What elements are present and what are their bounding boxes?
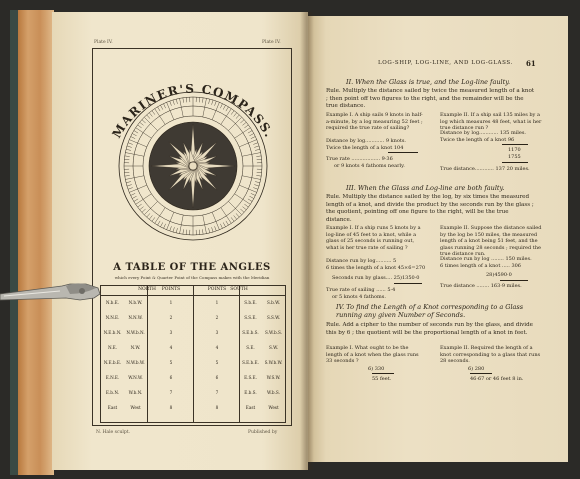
table-cell: N.E. — [107, 345, 118, 350]
book-gutter — [300, 12, 314, 470]
table-cell: S.W.b.S. — [264, 330, 282, 335]
section-4-rule: Rule. Add a cipher to the number of seconds run by the glass, and divide this by 6 ; the quotient will be the proportional length of a knot in feet. — [326, 322, 533, 336]
header-points-right: POINTS — [207, 287, 227, 292]
table-cell: N.W. — [130, 345, 141, 350]
s2e2-line-3: 1170 — [508, 147, 521, 153]
s2e1-line-4: or 9 knots 4 fathoms nearly. — [334, 163, 405, 169]
table-cell: S.b.W. — [267, 300, 280, 305]
table-cell: N.N.W. — [128, 315, 143, 320]
section-4-example-2: Example II. Required the length of a knot corresponding to a glass that runs 28 seconds. — [440, 345, 541, 364]
s2e1-line-1: Distance by log............ 9 knots. — [326, 138, 407, 144]
table-cell: West — [268, 405, 279, 410]
table-cell: N.E.b.N. — [103, 330, 122, 335]
s3e1-line-2: 6 times the length of a knot 45×6=270 — [326, 265, 426, 271]
table-cell: W.b.S. — [267, 390, 280, 395]
table-cell: S.W.b.W. — [264, 360, 283, 365]
table-cell: 8 — [169, 405, 173, 410]
table-cell: N.W.b.W. — [126, 360, 145, 365]
s2e2-line-4: 1755 — [508, 154, 521, 160]
table-cell: N.b.E. — [105, 300, 120, 305]
table-cell: E.b.S. — [244, 390, 257, 395]
table-cell: S.W. — [269, 345, 278, 350]
section-2-example-1: Example I. A ship sails 9 knots in half-a-minute, by a log measuring 52 feet ; required the true rate of sailing? — [326, 112, 423, 131]
s2e1-line-3: True rate .................. 9·36 — [326, 156, 393, 162]
table-cell: E.N.E. — [105, 375, 120, 380]
angles-table-subtitle: which every Point & Quarter Point of the Compass makes with the Meridian — [114, 275, 270, 280]
table-cell: W.b.N. — [128, 390, 143, 395]
table-cell: 3 — [169, 330, 173, 335]
table-cell: S.S.E. — [244, 315, 257, 320]
s2e2-line-5: True distance............ 137 20 miles. — [440, 166, 530, 172]
table-cell: 5 — [215, 360, 219, 365]
table-cell: 1 — [215, 300, 219, 305]
running-head: LOG-SHIP, LOG-LINE, AND LOG-GLASS. — [378, 60, 513, 66]
section-2-example-2: Example II. If a ship sail 135 miles by a log which measures 48 feet, what is her true distance run ? — [440, 112, 542, 131]
s4e2-line-1: 6) 280 — [468, 366, 485, 372]
table-cell: 3 — [215, 330, 219, 335]
s3e1-line-4: True rate of sailing ...... 5·4 — [326, 287, 396, 293]
section-2-rule: Rule. Multiply the distance sailed by twice the measured length of a knot ; then point off two figures to the right, and the remainder will be the true distance. — [326, 88, 535, 109]
s3e2-line-1: Distance run by log ........ 150 miles. — [440, 256, 532, 262]
section-4-title: IV. To find the Length of a Knot corresponding to a Glass running any given Number of Seconds. — [336, 303, 524, 319]
section-3-title: III. When the Glass and Log-line are both faulty. — [346, 184, 505, 192]
table-cell: 7 — [215, 390, 219, 395]
angles-table-title: A TABLE OF THE ANGLES — [113, 262, 271, 273]
table-cell: E.b.N. — [105, 390, 120, 395]
table-cell: N.b.W. — [128, 300, 143, 305]
s4e2-line-2: 46·67 or 46 feet 8 in. — [470, 376, 524, 382]
table-cell: 4 — [169, 345, 173, 350]
table-cell: 1 — [169, 300, 173, 305]
table-cell: 4 — [215, 345, 219, 350]
table-cell: S.b.E. — [244, 300, 257, 305]
s3e2-line-3: 28)4590·0 — [486, 272, 512, 278]
compass-rose-figure — [98, 50, 288, 258]
plate-label-right: Plate IV. — [262, 40, 281, 45]
header-south: SOUTH — [230, 287, 248, 292]
table-cell: 5 — [169, 360, 173, 365]
s3e1-line-1: Distance run by log.......... 5 — [326, 258, 397, 264]
book-page-edges — [10, 10, 54, 475]
s3e1-line-3: Seconds run by glass.... 25)1350·0 — [332, 275, 420, 281]
section-3-example-2: Example II. Suppose the distance sailed by the log be 150 miles, the measured length of a knot being 51 feet, and the glass running 28 seconds ; required the true distance run. — [440, 225, 542, 257]
section-4-example-1: Example I. What ought to be the length of a knot when the glass runs 33 seconds ? — [326, 345, 419, 364]
s2e2-line-1: Distance by log............ 135 miles. — [440, 130, 527, 136]
silver-letter-opener — [0, 274, 104, 310]
engraver-credit: N. Hale sculpt. — [96, 430, 130, 435]
table-cell: 2 — [215, 315, 219, 320]
section-3-rule: Rule. Multiply the distance sailed by the log, by six times the measured length of a knot, and divide the product by the seconds run by the glass ; the quotient, pointing off one figure to the right, will be the true distance. — [326, 194, 534, 223]
table-cell: East — [107, 405, 118, 410]
table-cell: N.W.b.N. — [126, 330, 145, 335]
table-cell: 6 — [169, 375, 173, 380]
table-cell: S.E.b.S. — [242, 330, 259, 335]
table-cell: East — [245, 405, 256, 410]
table-cell: S.E.b.E. — [242, 360, 259, 365]
plate-label-left: Plate IV. — [94, 40, 113, 45]
table-cell: 6 — [215, 375, 219, 380]
section-2-title: II. When the Glass is true, and the Log-line faulty. — [346, 78, 511, 86]
s3e1-line-5: or 5 knots 4 fathoms. — [332, 294, 386, 300]
table-cell: N.E.b.E. — [103, 360, 122, 365]
table-cell: S.E. — [246, 345, 255, 350]
s2e1-line-2: Twice the length of a knot 104 — [326, 145, 404, 151]
table-cell: W.N.W. — [128, 375, 143, 380]
header-points-left: POINTS — [161, 287, 181, 292]
header-north: NORTH — [138, 287, 156, 292]
s3e2-line-4: True distance ........ 163·9 miles. — [440, 283, 522, 289]
table-cell: W.S.W. — [266, 375, 281, 380]
table-cell: N.N.E. — [105, 315, 120, 320]
table-cell: 7 — [169, 390, 173, 395]
s4e1-line-1: 6) 330 — [368, 366, 385, 372]
table-cell: S.S.W. — [266, 315, 280, 320]
table-cell: West — [130, 405, 141, 410]
publisher-credit: Published by — [248, 430, 278, 435]
section-3-example-1: Example I. If a ship runs 5 knots by a log-line of 45 feet to a knot, while a glass of 25 seconds is running out, what is her true rate of sailing ? — [326, 225, 421, 251]
table-cell: 8 — [215, 405, 219, 410]
table-cell: E.S.E. — [244, 375, 257, 380]
s2e2-line-2: Twice the length of a knot 96 — [440, 137, 515, 143]
s3e2-line-2: 6 times length of a knot ..... 306 — [440, 263, 521, 269]
page-number: 61 — [526, 59, 536, 68]
compass-title: MARINER'S COMPASS. — [109, 81, 277, 141]
table-cell: 2 — [169, 315, 173, 320]
s4e1-line-2: 55 feet. — [372, 376, 392, 382]
angles-table — [100, 285, 286, 423]
